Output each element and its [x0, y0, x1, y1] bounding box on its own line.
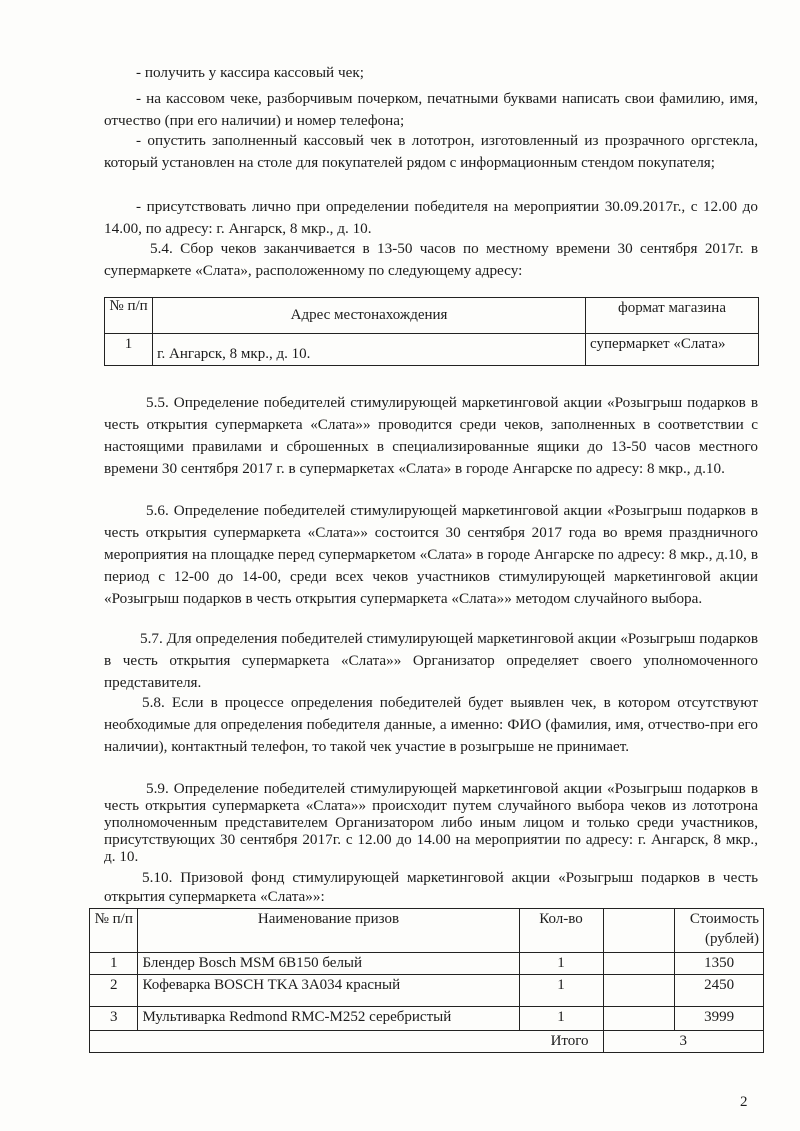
section-5-9: 5.9. Определение победителей стимулирующей маркетинговой акции «Розыгрыш подарков в честь открытия супермаркета «Слата»» происходит путем случайного выбора чеков из лототрона уполномоченным представителем Организатором либо иным лицом и только среди участников, присутствующих 30 сентября 2017г. с 12.00 до 14.00 на мероприятии по адресу: г. Ангарск, 8 мкр., д. 10.	[104, 780, 758, 865]
prize-header-qty: Кол-во	[519, 909, 603, 953]
page-number: 2	[740, 1094, 748, 1110]
prize-row-num: 3	[90, 1007, 138, 1031]
prize-row-qty: 1	[519, 975, 603, 1007]
prize-total-row	[90, 1031, 764, 1053]
bullet-attend: - присутствовать лично при определении победителя на мероприятии 30.09.2017г., с 12.00 до 14.00, по адресу: г. Ангарск, 8 мкр., д. 10.	[104, 198, 758, 237]
prize-row-empty	[603, 975, 675, 1007]
section-5-8: 5.8. Если в процессе определения победителей будет выявлен чек, в котором отсутствуют необходимые для определения победителя данные, а именно: ФИО (фамилия, имя, отчество-при его наличии), контактный телефон, то такой чек участие в розыгрыше не принимает.	[104, 694, 758, 755]
store-row-address: г. Ангарск, 8 мкр., д. 10.	[153, 334, 586, 366]
prize-row-name: Мультиварка Redmond RMC-M252 серебристый	[138, 1007, 519, 1031]
section-5-10: 5.10. Призовой фонд стимулирующей маркетинговой акции «Розыгрыш подарков в честь открытия супермаркета «Слата»»:	[104, 869, 758, 905]
section-5-6: 5.6. Определение победителей стимулирующей маркетинговой акции «Розыгрыш подарков в честь открытия супермаркета «Слата»» состоится 30 сентября 2017 года во время праздничного мероприятия на площадке перед супермаркетом «Слата» в городе Ангарске по адресу: 8 мкр., д.10, в период с 12-00 до 14-00, среди всех чеков участников стимулирующей маркетинговой акции «Розыгрыш подарков в честь открытия супермаркета «Слата»» методом случайного выбора.	[104, 502, 758, 607]
prize-row-qty: 1	[519, 1007, 603, 1031]
prize-table	[89, 908, 764, 1053]
store-row-num: 1	[105, 334, 153, 366]
bullet-write-name: - на кассовом чеке, разборчивым почерком, печатными буквами написать свои фамилию, имя, отчество (при его наличии) и номер телефона;	[104, 90, 758, 129]
store-header-format: формат магазина	[586, 298, 759, 334]
prize-header-num: № п/п	[90, 909, 138, 953]
bullet-get-receipt: - получить у кассира кассовый чек;	[136, 64, 364, 81]
section-5-7: 5.7. Для определения победителей стимулирующей маркетинговой акции «Розыгрыш подарков в честь открытия супермаркета «Слата»» Организатор определяет своего уполномоченного представителя.	[104, 630, 758, 691]
prize-header-empty	[603, 909, 675, 953]
store-header-address: Адрес местонахождения	[153, 298, 586, 334]
store-header-num: № п/п	[105, 298, 153, 334]
prize-row-empty	[603, 1007, 675, 1031]
table-row	[90, 1007, 764, 1031]
prize-row-name: Блендер Bosch MSM 6B150 белый	[138, 953, 519, 975]
table-row	[90, 953, 764, 975]
prize-row-cost: 1350	[675, 953, 764, 975]
store-address-table	[104, 297, 759, 366]
prize-header-cost: Стоимость (рублей)	[675, 909, 764, 953]
table-row	[90, 975, 764, 1007]
prize-row-cost: 3999	[675, 1007, 764, 1031]
bullet-drop-receipt: - опустить заполненный кассовый чек в лототрон, изготовленный из прозрачного оргстекла, который установлен на столе для покупателей рядом с информационным стендом покупателя;	[104, 132, 758, 171]
prize-total-value: 3	[603, 1031, 763, 1053]
section-5-5: 5.5. Определение победителей стимулирующей маркетинговой акции «Розыгрыш подарков в честь открытия супермаркета «Слата»» проводится среди чеков, заполненных в соответствии с настоящими правилами и сброшенных в специализированные ящики до 13-50 часов местного времени 30 сентября 2017 г. в супермаркетах «Слата» в городе Ангарске по адресу: 8 мкр., д.10.	[104, 394, 758, 477]
prize-row-name: Кофеварка BOSCH TKA 3A034 красный	[138, 975, 519, 1007]
table-row	[105, 334, 759, 366]
prize-row-cost: 2450	[675, 975, 764, 1007]
prize-row-qty: 1	[519, 953, 603, 975]
prize-row-num: 1	[90, 953, 138, 975]
prize-header-name: Наименование призов	[138, 909, 519, 953]
prize-total-label: Итого	[90, 1031, 604, 1053]
prize-row-empty	[603, 953, 675, 975]
store-row-format: супермаркет «Слата»	[586, 334, 759, 366]
prize-row-num: 2	[90, 975, 138, 1007]
section-5-4: 5.4. Сбор чеков заканчивается в 13-50 часов по местному времени 30 сентября 2017г. в супермаркете «Слата», расположенному по следующему адресу:	[104, 240, 758, 279]
